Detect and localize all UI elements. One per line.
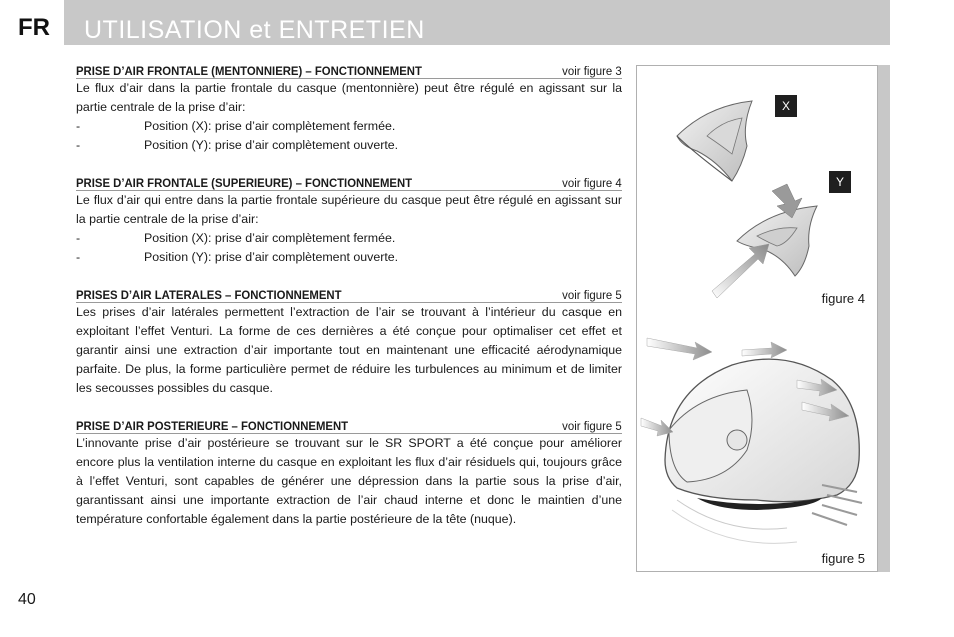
section-title: PRISE D’AIR FRONTALE (MENTONNIERE) – FONCTIONNEMENT bbox=[76, 64, 422, 78]
section-text: L’innovante prise d’air postérieure se trouvant sur le SR SPORT a été conçue pour améliorer encore plus la ventilation interne du casque en exploitant les flux d’air résiduels qui, toujours grâce à l’effet Venturi, sont capables de générer une dépression dans la partie sous la prise d’air, garantissant ainsi une importante extraction de l’air chaud interne et donc le maintien d’une température confortable également dans la partie postérieure de la tête (nuque). bbox=[76, 436, 622, 526]
section-header bbox=[76, 286, 622, 303]
section-header bbox=[76, 62, 622, 79]
figure-reference: voir figure 4 bbox=[562, 176, 622, 190]
figure-reference: voir figure 5 bbox=[562, 419, 622, 433]
section-text: Le flux d’air qui entre dans la partie frontale supérieure du casque peut être régulé en agissant sur la partie centrale de la prise d’air: bbox=[76, 193, 622, 226]
page-number: 40 bbox=[18, 591, 36, 608]
figure-4 bbox=[636, 65, 878, 312]
main-content bbox=[76, 62, 622, 529]
figure-caption: figure 5 bbox=[821, 551, 865, 566]
helmet-illustration bbox=[637, 310, 877, 571]
section-title: PRISE D’AIR FRONTALE (SUPERIEURE) – FONCTIONNEMENT bbox=[76, 176, 413, 190]
figure-5 bbox=[636, 310, 878, 572]
list-item: - Position (X): prise d’air complètement fermée. bbox=[76, 229, 622, 248]
list-item: - Position (Y): prise d’air complètement ouverte. bbox=[76, 248, 622, 267]
list-item-text: Position (Y): prise d’air complètement ouverte. bbox=[144, 250, 399, 264]
figure-side-strip bbox=[876, 65, 890, 572]
section-side-vents bbox=[76, 286, 622, 417]
header-bar bbox=[64, 0, 890, 45]
figure-reference: voir figure 5 bbox=[562, 288, 622, 302]
position-x-label: X bbox=[775, 95, 797, 117]
section-front-upper-vent bbox=[76, 174, 622, 286]
figure-caption: figure 4 bbox=[821, 291, 865, 306]
figure-reference: voir figure 3 bbox=[562, 64, 622, 78]
section-title: PRISE D’AIR POSTERIEURE – FONCTIONNEMENT bbox=[76, 419, 349, 433]
section-front-chin-vent bbox=[76, 62, 622, 174]
section-header bbox=[76, 417, 622, 434]
list-item-text: Position (X): prise d’air complètement fermée. bbox=[144, 119, 396, 133]
page-title: UTILISATION et ENTRETIEN bbox=[84, 16, 425, 44]
list-item-text: Position (X): prise d’air complètement fermée. bbox=[144, 231, 396, 245]
list-item: - Position (X): prise d’air complètement fermée. bbox=[76, 117, 622, 136]
list-item-text: Position (Y): prise d’air complètement ouverte. bbox=[144, 138, 399, 152]
list-item: - Position (Y): prise d’air complètement ouverte. bbox=[76, 136, 622, 155]
language-code: FR bbox=[18, 14, 50, 41]
section-rear-vent bbox=[76, 417, 622, 529]
section-text: Les prises d’air latérales permettent l’extraction de l’air se trouvant à l’intérieur du casque en exploitant l’effet Venturi. La forme de ces dernières a été conçue pour optimaliser cet effet et garantir ainsi une extraction d’air importante tout en maintenant une efficacité aérodynamique parfaite. De plus, la forme particulière permet de réduire les turbulences au minimum et de limiter les secousses possibles du casque. bbox=[76, 305, 622, 395]
section-text: Le flux d’air dans la partie frontale du casque (mentonnière) peut être régulé en agissant sur la partie centrale de la prise d’air: bbox=[76, 81, 622, 114]
section-title: PRISES D’AIR LATERALES – FONCTIONNEMENT bbox=[76, 288, 342, 302]
section-header bbox=[76, 174, 622, 191]
position-y-label: Y bbox=[829, 171, 851, 193]
